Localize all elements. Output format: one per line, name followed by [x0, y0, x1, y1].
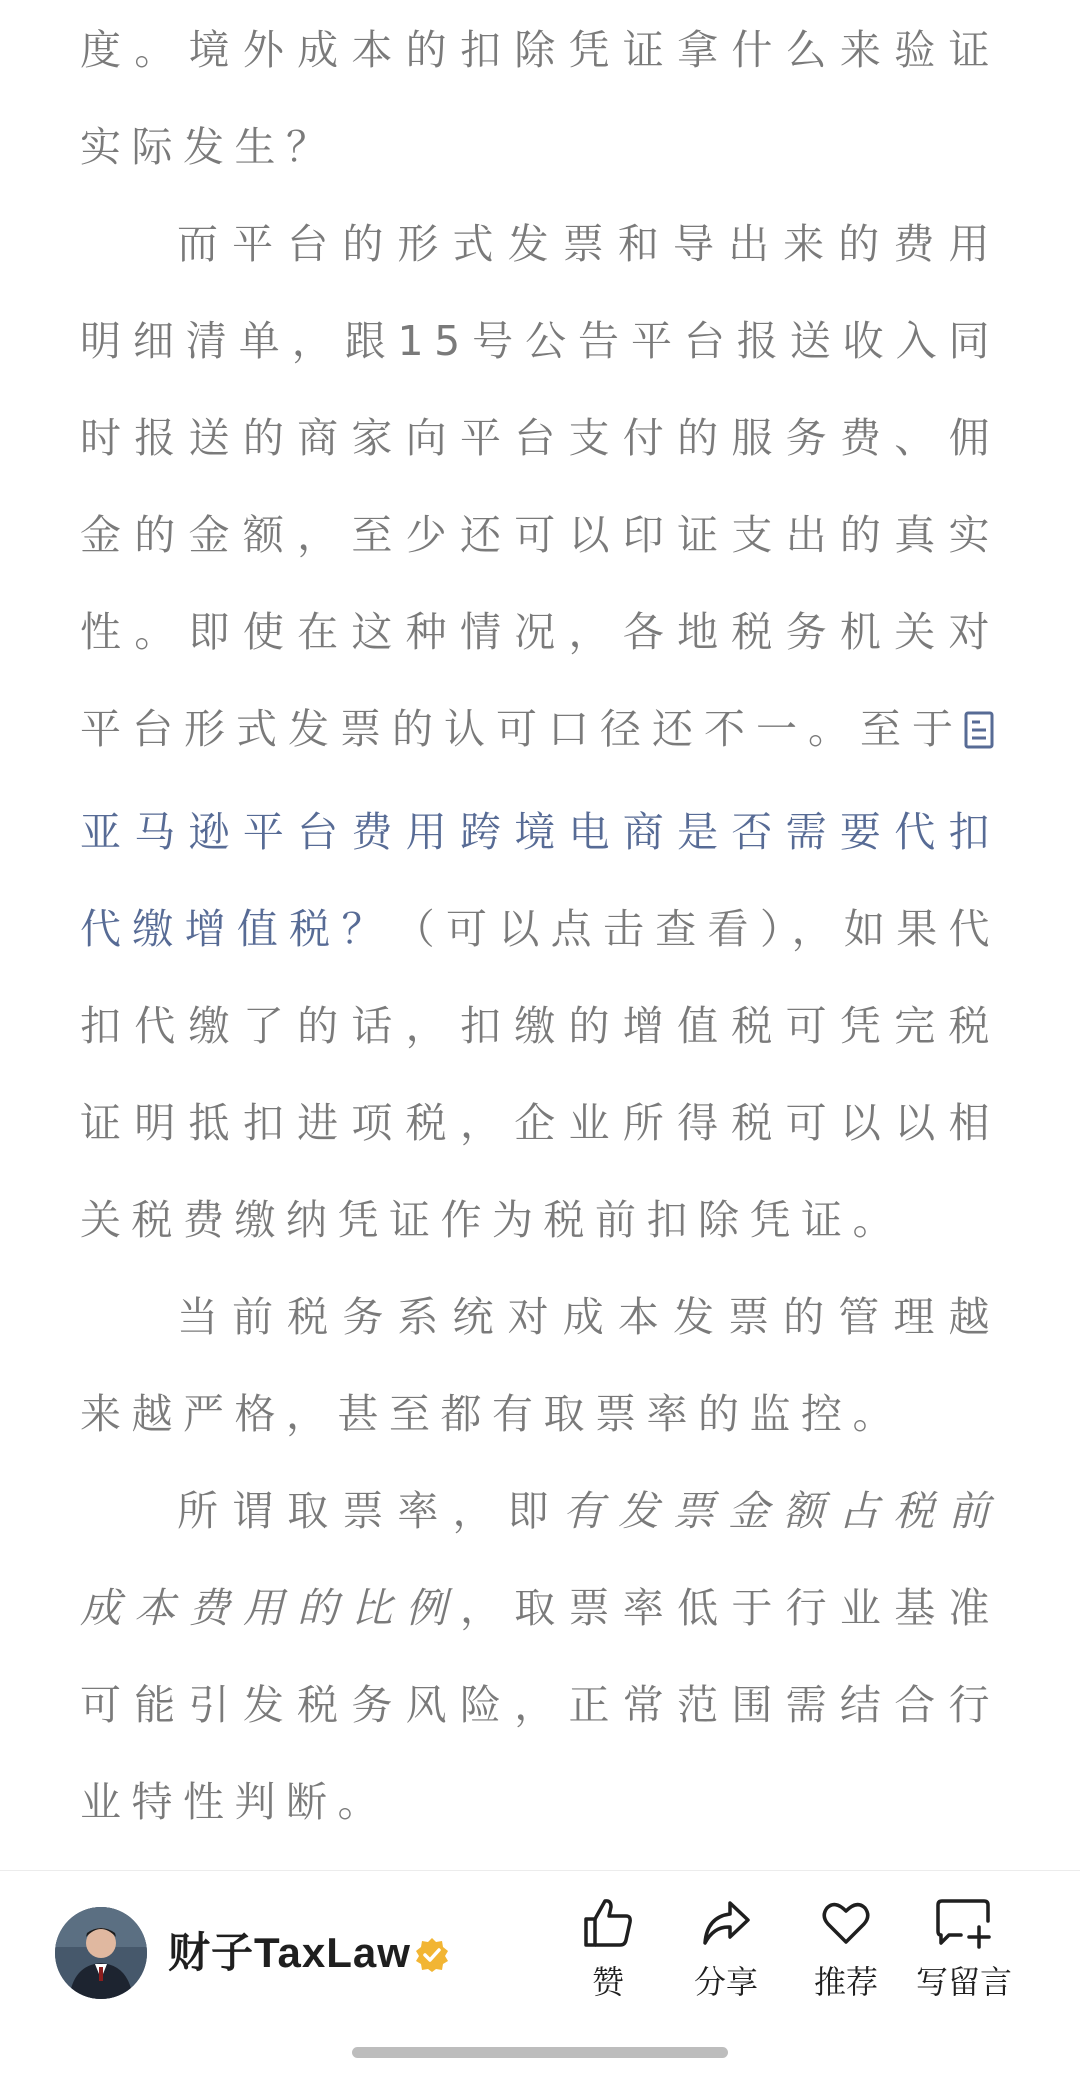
- paragraph-text: ，取票率低于行业基准可能引发税务风险，正常范围需结合行业特性判断。: [80, 1584, 1000, 1826]
- paragraph: [80, 196, 1000, 1269]
- share-icon: [698, 1895, 754, 1951]
- like-label: 赞: [591, 1963, 624, 2001]
- paragraph-text: 当前税务系统对成本发票的管理越来越严格，甚至都有取票率的监控。: [80, 1293, 1000, 1438]
- write-comment-button[interactable]: [904, 1895, 1024, 2003]
- comment-add-icon: [935, 1895, 993, 1951]
- document-icon: [964, 687, 994, 784]
- thumbs-up-icon: [580, 1895, 636, 1951]
- recommend-button[interactable]: [786, 1895, 906, 2003]
- recommend-label: 推荐: [813, 1963, 878, 2001]
- article-body: [80, 0, 1000, 1870]
- article-link-text: 亚马逊平台费用跨境电商是否需要代扣代缴增值税？: [80, 808, 1000, 953]
- heart-icon: [818, 1895, 874, 1951]
- paragraph-text: 而平台的形式发票和导出来的费用明细清单，跟15号公告平台报送收入同时报送的商家向平台支付的服务费、佣金的金额，至少还可以印证支出的真实性。即使在这种情况，各地税务机关对平台形式发票的认可口径还不一。至于: [80, 220, 1000, 753]
- share-button[interactable]: [666, 1895, 786, 2003]
- share-label: 分享: [693, 1963, 758, 2001]
- author-avatar[interactable]: [55, 1907, 147, 1999]
- paragraph-text: 度。境外成本的扣除凭证拿什么来验证实际发生？: [80, 26, 1000, 171]
- verified-badge-icon: [414, 1937, 450, 1973]
- write-comment-label: 写留言: [915, 1963, 1012, 2001]
- author-name[interactable]: 财子TaxLaw: [168, 1929, 411, 1976]
- paragraph: [80, 2, 1000, 196]
- paragraph-text: 所谓取票率，即: [177, 1487, 563, 1535]
- paragraph: [80, 1269, 1000, 1463]
- like-button[interactable]: [548, 1895, 668, 2003]
- italic-emphasis: 有发票金额占税前成本费用的比例: [80, 1487, 1000, 1632]
- paragraph-text: （可以点击查看），如果代扣代缴了的话，扣缴的增值税可凭完税证明抵扣进项税，企业所得税可以以相关税费缴纳凭证作为税前扣除凭证。: [80, 905, 1000, 1244]
- paragraph: [80, 1851, 1000, 1870]
- paragraph: [80, 1463, 1000, 1851]
- home-indicator[interactable]: [352, 2047, 728, 2058]
